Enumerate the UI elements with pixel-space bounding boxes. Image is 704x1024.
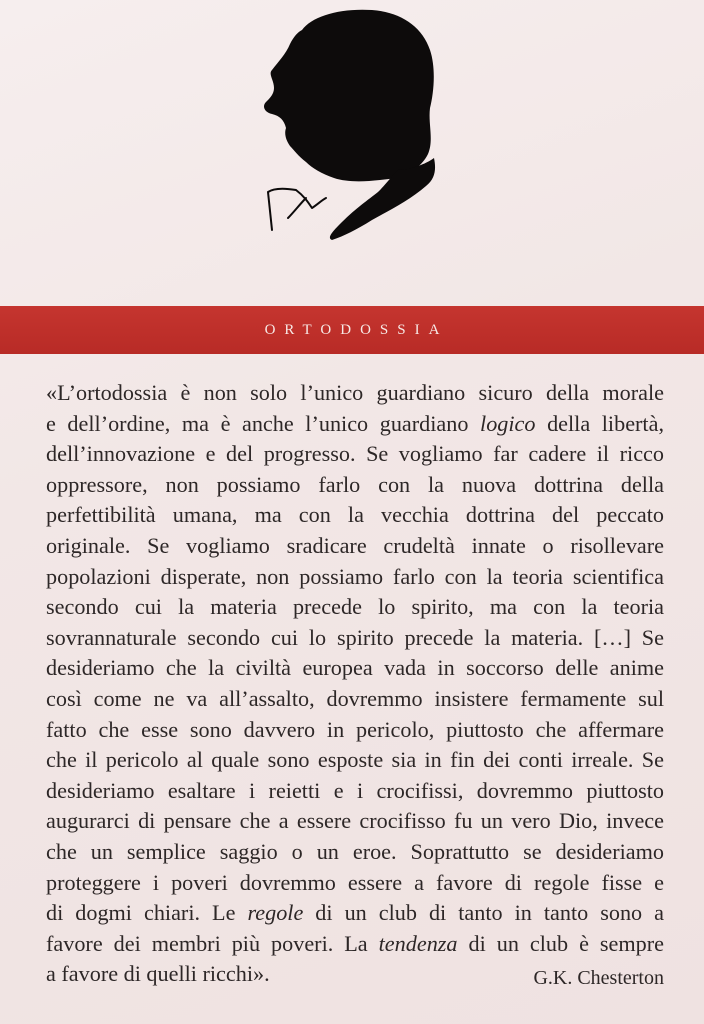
quote-body (46, 378, 664, 990)
emphasized-word: tendenza (378, 930, 458, 956)
quote-line: «L’ortodossia è non solo l’unico guardiano sicuro della morale (46, 380, 664, 405)
bowtie-strokes (268, 189, 326, 230)
quote-line-text: di un club è sempre (457, 930, 664, 956)
emphasized-word: regole (247, 900, 304, 926)
quote-line: augurarci di pensare che a essere crocifisso fu un vero Dio, invece (46, 808, 664, 834)
quote-line: a favore di quelli ricchi». (46, 961, 270, 987)
quote-line: proteggere i poveri dovremmo essere a favore di regole fisse e (46, 869, 664, 895)
quote-line: secondo cui la materia precede lo spirito, ma con la teoria (46, 594, 664, 620)
author-name: G.K. Chesterton (533, 967, 664, 989)
quote-line-text: della libertà, (535, 410, 664, 436)
head-profile-shape (264, 10, 434, 182)
quote-line: popolazioni disperate, non possiamo farlo con la teoria scientifica (46, 563, 664, 589)
quote-line (46, 409, 664, 440)
quote-line: desideriamo esaltare i reietti e i crocifissi, dovremmo piuttosto (46, 777, 664, 803)
quote-line: originale. Se vogliamo sradicare crudeltà innate o risollevare (46, 532, 664, 558)
quote-line: così come ne va all’assalto, dovremmo insistere fermamente sul (46, 685, 664, 711)
quote-line: desideriamo che la civiltà europea vada in soccorso delle anime (46, 655, 664, 681)
quote-line: oppressore, non possiamo farlo con la nuova dottrina della (46, 471, 664, 497)
quote-line: che un semplice saggio o un eroe. Soprattutto se desideriamo (46, 838, 664, 864)
quote-line (46, 929, 664, 960)
quote-line: che il pericolo al quale sono esposte sia in fin dei conti irreale. Se (46, 747, 664, 773)
quote-line-text: di dogmi chiari. Le (46, 900, 248, 926)
quote-line-text: e dell’ordine, ma è anche l’unico guardiano (46, 410, 481, 436)
section-title: ORTODOSSIA (264, 321, 449, 338)
emphasized-word: logico (480, 410, 536, 436)
title-band (0, 306, 704, 354)
quote-line: dell’innovazione e del progresso. Se vogliamo far cadere il ricco (46, 441, 664, 467)
portrait-silhouette (250, 4, 450, 244)
quote-line (46, 898, 664, 929)
quote-line: perfettibilità umana, ma con la vecchia dottrina del peccato (46, 502, 664, 528)
quote-line: fatto che esse sono davvero in pericolo, piuttosto che affermare (46, 716, 664, 742)
quote-line-text: favore dei membri più poveri. La (46, 930, 379, 956)
quote-line: sovrannaturale secondo cui lo spirito precede la materia. […] Se (46, 624, 664, 650)
quote-line-text: di un club di tanto in tanto sono a (303, 900, 664, 926)
